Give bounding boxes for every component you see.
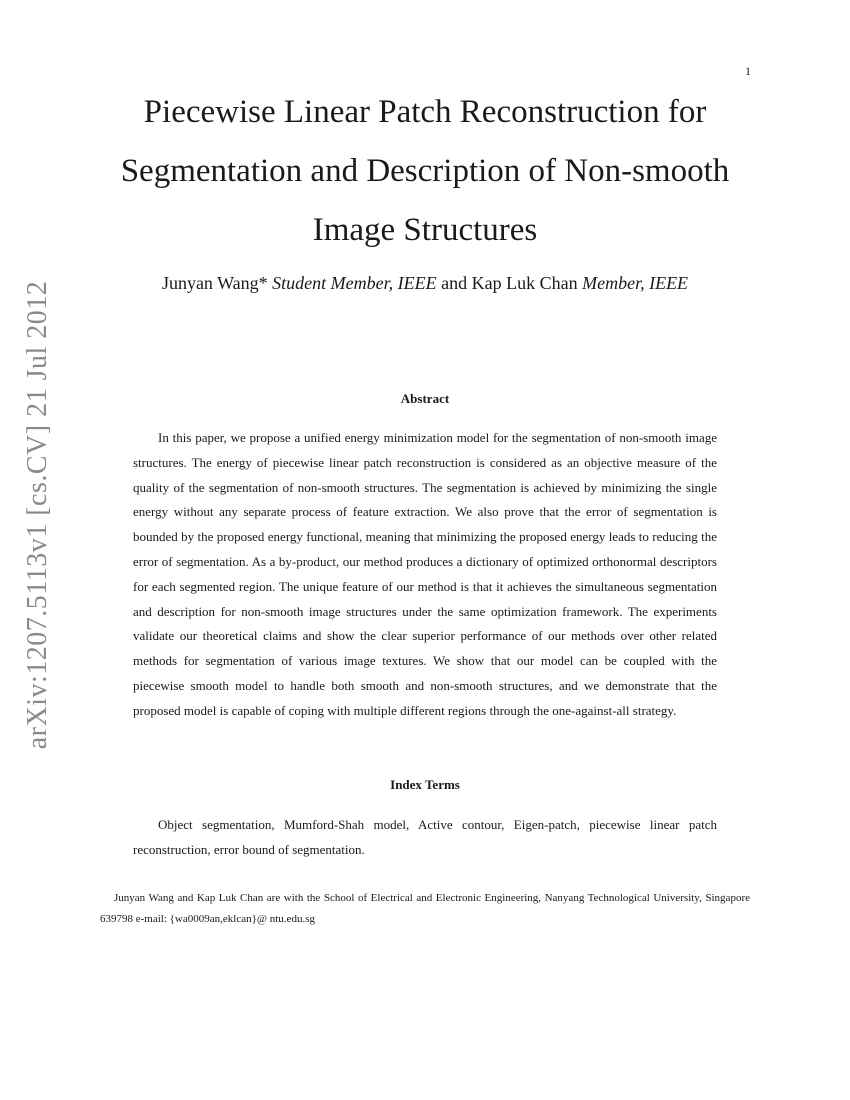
author-affiliation-1: Student Member, IEEE: [272, 273, 437, 293]
index-terms-heading: Index Terms: [390, 777, 460, 792]
paper-title: Piecewise Linear Patch Reconstruction for Segmentation and Description of Non-smooth Image Structures: [120, 94, 730, 248]
author-footnote: Junyan Wang and Kap Luk Chan are with the School of Electrical and Electronic Engineering, Nanyang Technological University, Singapore 639798 e-mail: {wa0009an,eklcan}@ ntu.edu.sg: [100, 892, 750, 925]
index-terms-text: Object segmentation, Mumford-Shah model, Active contour, Eigen-patch, piecewise linear patch reconstruction, error bound of segmentation.: [133, 817, 717, 857]
author-name-2: Kap Luk Chan: [471, 273, 578, 293]
author-line: [80, 273, 770, 294]
abstract-text: In this paper, we propose a unified energy minimization model for the segmentation of non-smooth image structures. The energy of piecewise linear patch reconstruction is considered as an objective measure of the quality of the segmentation of non-smooth structures. The segmentation is achieved by minimizing the single energy without any separate process of feature extraction. We also prove that the error of segmentation is bounded by the proposed energy functional, meaning that minimizing the proposed energy leads to reducing the error of segmentation. As a by-product, our method produces a dictionary of optimized orthonormal descriptors for each segmented region. The unique feature of our method is that it achieves the simultaneous segmentation and description for non-smooth image structures under the same optimization framework. The experiments validate our theoretical claims and show the clear superior performance of our methods over other related methods for segmentation of various image textures. We show that our model can be coupled with the piecewise smooth model to handle both smooth and non-smooth structures, and we demonstrate that the proposed model is capable of coping with multiple different regions through the one-against-all strategy.: [133, 430, 717, 718]
author-affiliation-2: Member, IEEE: [582, 273, 689, 293]
abstract-heading: Abstract: [400, 391, 450, 406]
page-number: 1: [745, 64, 751, 78]
author-conjunction: and: [441, 273, 468, 293]
author-name-1: Junyan Wang*: [161, 273, 268, 293]
arxiv-identifier[interactable]: arXiv:1207.5113v1 [cs.CV] 21 Jul 2012: [22, 280, 53, 750]
